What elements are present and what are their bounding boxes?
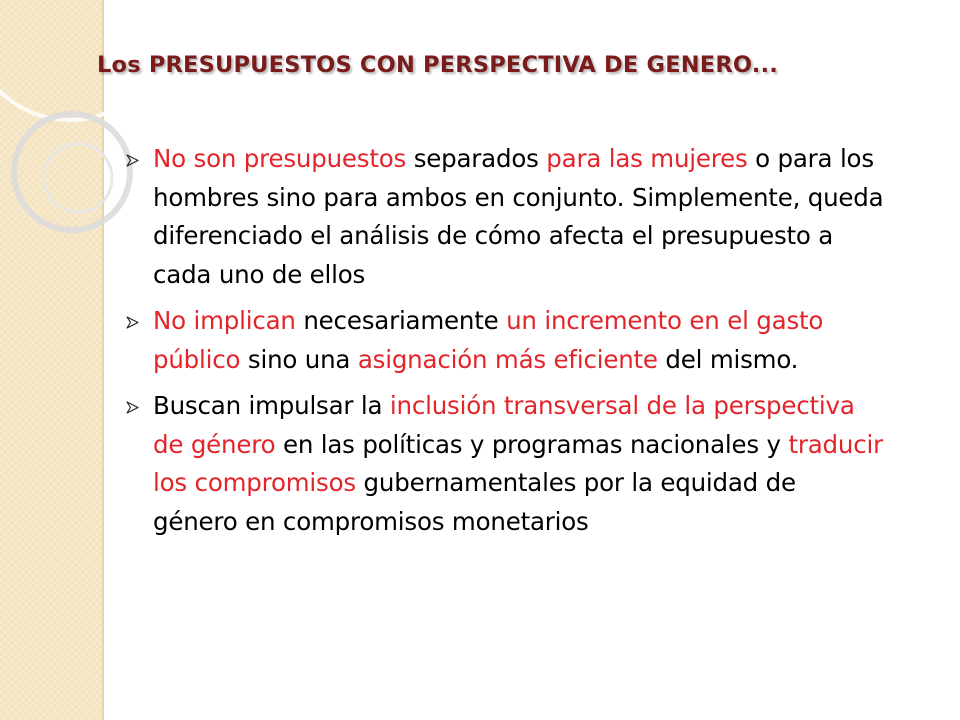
text-segment: Buscan impulsar la	[153, 391, 390, 420]
text-segment: sino una	[240, 344, 358, 374]
text-highlight: un incremento en el gasto público	[153, 306, 824, 374]
bullet-item	[126, 140, 886, 294]
bullet-item	[126, 387, 886, 541]
bullet-text	[153, 306, 823, 374]
slide-title: Los PRESUPUESTOS CON PERSPECTIVA DE GENERO...	[97, 52, 778, 78]
bullet-list	[126, 140, 886, 549]
text-highlight: para las mujeres	[546, 144, 748, 173]
arrow-bullet-icon	[126, 401, 139, 414]
bullet-text	[153, 391, 883, 536]
text-segment: separados	[406, 144, 547, 173]
arrow-bullet-icon	[126, 154, 139, 167]
text-highlight: inclusión transversal de la perspectiva de género	[153, 391, 855, 459]
bullet-item	[126, 302, 886, 379]
text-segment: en las políticas y programas nacionales y	[275, 429, 789, 459]
text-segment: o para los hombres sino para ambos en conjunto. Simplemente, queda diferenciado el análisis de cómo afecta el presupuesto a cada uno de ellos	[153, 144, 884, 289]
text-highlight: No son presupuestos	[153, 144, 407, 173]
bullet-text	[153, 144, 883, 289]
arrow-bullet-icon	[126, 316, 139, 329]
text-highlight: asignación más eficiente	[357, 344, 658, 374]
text-segment: del mismo.	[657, 344, 799, 374]
text-highlight: No implican	[153, 306, 296, 335]
text-highlight: traducir los compromisos	[153, 429, 883, 497]
text-segment: gubernamentales por la equidad de género en compromisos monetarios	[153, 468, 796, 536]
left-decorative-band	[0, 0, 104, 720]
text-segment: necesariamente	[295, 306, 507, 335]
